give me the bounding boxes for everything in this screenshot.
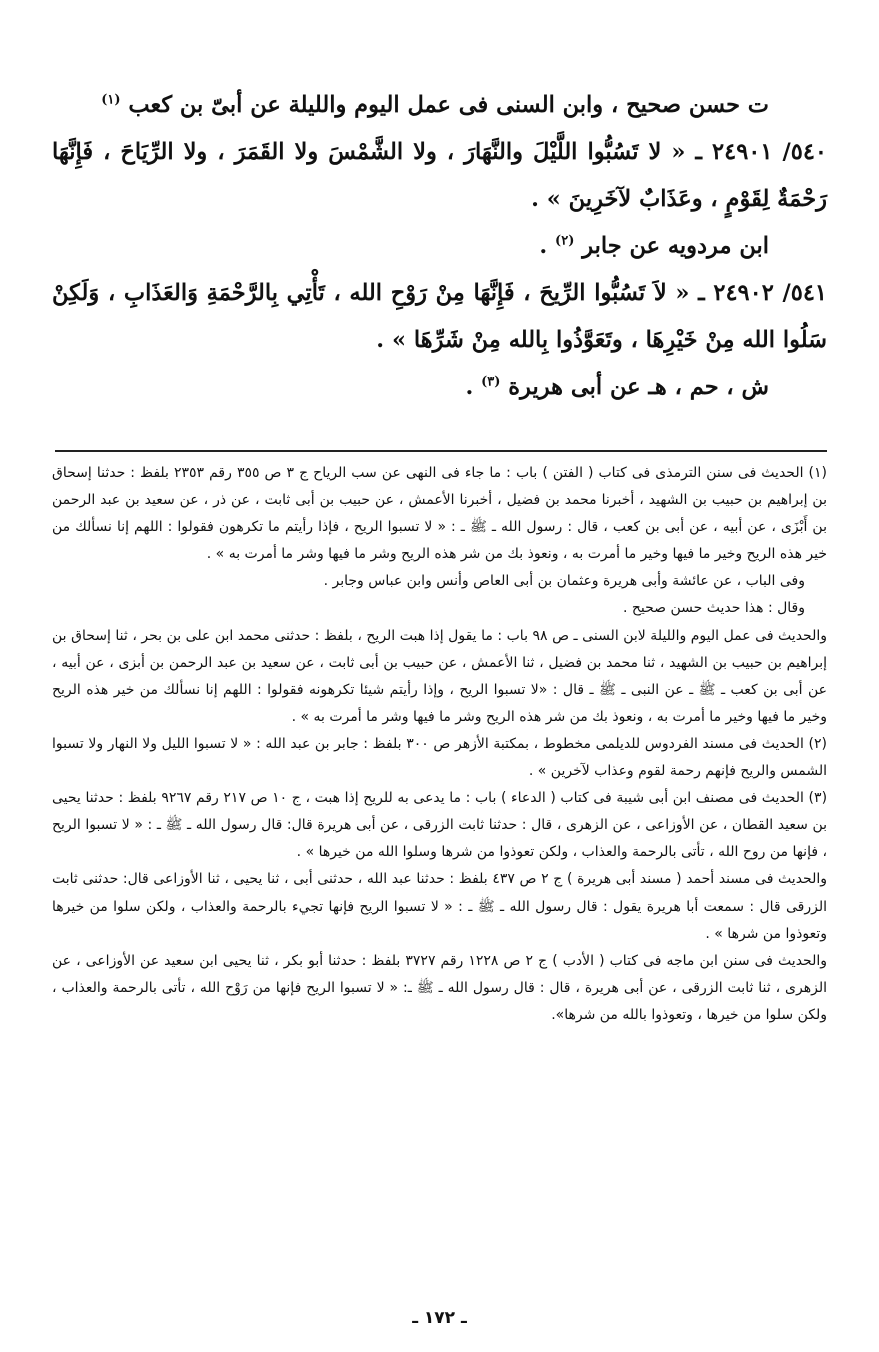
source-line-2 xyxy=(52,364,827,411)
footnote-1: (١) الحديث فى سنن الترمذى فى كتاب ( الفتن ) باب : ما جاء فى النهى عن سب الرياح ج ٣ ص ٣٥٥ رقم ٢٣٥٣ بلفظ : حدثنا إسحاق بن إبراهيم بن حبيب بن الشهيد ، أخبرنا محمد بن فضيل ، أخبرنا الأعمش ، عن حبيب بن أبى ثابت ، عن ذر ، عن سعيد بن عبد الرحمن بن أَبْزَى ، عن أبيه ، عن أبى بن كعب ، قال : رسول الله ـ ﷺ ـ : « لا تسبوا الريح ، فإذا رأيتم ما تكرهون فقولوا : اللهم إنا نسألك من خير هذه الريح وخير ما فيها وخير ما أمرت به ، ونعوذ بك من شر هذه الريح وشر ما فيها وشر ما أمرت به » . xyxy=(52,465,828,563)
page-number: ـ ١٧٢ ـ xyxy=(412,1308,467,1328)
footnote-divider xyxy=(55,450,827,452)
footnote-3-ahmad: والحديث فى مسند أحمد ( مسند أبى هريرة ) ج ٢ ص ٤٣٧ بلفظ : حدثنا عبد الله ، حدثنى أبى ، ثنا يحيى ، ثنا الأوزاعى قال: حدثنى ثابت الزرقى قال : سمعت أبا هريرة يقول : قال رسول الله ـ ﷺ ـ : « لا تسبوا الريح فإنها تجيء بالرحمة والعذاب ، ولكن سلوا من خيرها وتعوذوا من شرها » . xyxy=(52,871,827,942)
continuation-text: ت حسن صحيح ، وابن السنى فى عمل اليوم والليلة عن أبىّ بن كعب xyxy=(128,92,769,118)
source-text-1: ابن مردويه عن جابر xyxy=(582,233,769,259)
source-text-2: ش ، حم ، هـ عن أبى هريرة xyxy=(508,374,769,400)
hadith-541: ٥٤١/ ٢٤٩٠٢ ـ « لاَ تَسُبُّوا الرِّيحَ ، فَإِنَّهَا مِنْ رَوْحِ الله ، تَأْتِي بِالرَّحْمَةِ وَالعَذَابِ ، وَلَكِنْ سَلُوا الله مِنْ خَيْرِهَا ، وتَعَوَّذُوا بِالله مِنْ شَرِّهَا » . xyxy=(52,280,827,353)
footnotes xyxy=(52,460,827,1029)
footnote-1-ibn-sunni: والحديث فى عمل اليوم والليلة لابن السنى ـ ص ٩٨ باب : ما يقول إذا هبت الريح ، بلفظ : حدثنى محمد ابن على بن بحر ، ثنا إسحاق بن إبراهيم بن حبيب بن الشهيد ، ثنا محمد بن فضيل ، ثنا الأعمش ، عن حبيب بن أبى ثابت ، عن سعيد بن عبد الرحمن بن أبزى ، عن أبيه ، عن أبى بن كعب ـ ﷺ ـ عن النبى ـ ﷺ ـ قال : «لا تسبوا الريح ، وإذا رأيتم شيئا تكرهونه فقولوا : اللهم إنا نسألك من خير هذه الريح وخير ما فيها وخير ما أمرت به ، ونعوذ بك من شر هذه الريح وشر ما فيها وشر ما أمرت به » . xyxy=(52,627,827,725)
hadith-540: ٥٤٠/ ٢٤٩٠١ ـ « لا تَسُبُّوا اللَّيْلَ والنَّهَارَ ، ولا الشَّمْسَ ولا القَمَرَ ، ولا الرِّيَاحَ ، فَإِنَّهَا رَحْمَةٌ لِقَوْمٍ ، وعَذَابٌ لآخَرِينَ » . xyxy=(52,139,827,212)
source-end-2: . xyxy=(465,374,474,400)
footnote-ref-3[interactable]: (٣) xyxy=(481,374,501,390)
footnote-1-other-narrators: وفى الباب ، عن عائشة وأبى هريرة وعثمان بن أبى العاص وأنس وابن عباس وجابر . xyxy=(323,573,805,590)
footnote-ref-2[interactable]: (٢) xyxy=(555,233,575,249)
footnote-3: (٣) الحديث فى مصنف ابن أبى شيبة فى كتاب ( الدعاء ) باب : ما يدعى به للريح إذا هبت ، ج ١٠ ص ٢١٧ رقم ٩٢٦٧ بلفظ : حدثنا يحيى بن سعيد القطان ، عن الأوزاعى ، عن الزهرى ، قال : حدثنا ثابت الزرقى ، عن أبى هريرة قال: قال رسول الله ـ ﷺ ـ : « لا تسبوا الريح ، فإنها من روح الله ، تأتى بالرحمة والعذاب ، ولكن تعوذوا من شرها وسلوا الله من خيرها » . xyxy=(52,790,828,861)
source-line-1 xyxy=(52,223,827,270)
source-end-1: . xyxy=(539,233,548,259)
main-text xyxy=(52,82,827,411)
footnote-3-ibn-majah: والحديث فى سنن ابن ماجه فى كتاب ( الأدب ) ج ٢ ص ١٢٢٨ رقم ٣٧٢٧ بلفظ : حدثنا أبو بكر ، ثنا يحيى ابن سعيد عن الأوزاعى ، عن الزهرى ، ثنا ثابت الزرقى ، عن أبى هريرة ، قال : قال رسول الله ـ ﷺ ـ: « لا تسبوا الريح فإنها من رَوْح الله ، تأتى بالرحمة والعذاب ، ولكن سلوا من خيرها ، وتعوذوا بالله من شرها». xyxy=(52,952,828,1023)
footnote-2: (٢) الحديث فى مسند الفردوس للديلمى مخطوط ، بمكتبة الأزهر ص ٣٠٠ بلفظ : جابر بن عبد الله : « لا تسبوا الليل ولا النهار ولا تسبوا الشمس والريح فإنهم رحمة لقوم وعذاب لآخرين » . xyxy=(52,735,827,780)
main-paragraph-1 xyxy=(52,82,827,129)
footnote-1-grading: وقال : هذا حديث حسن صحيح . xyxy=(622,600,805,617)
footnote-ref-1[interactable]: (١) xyxy=(101,92,121,108)
